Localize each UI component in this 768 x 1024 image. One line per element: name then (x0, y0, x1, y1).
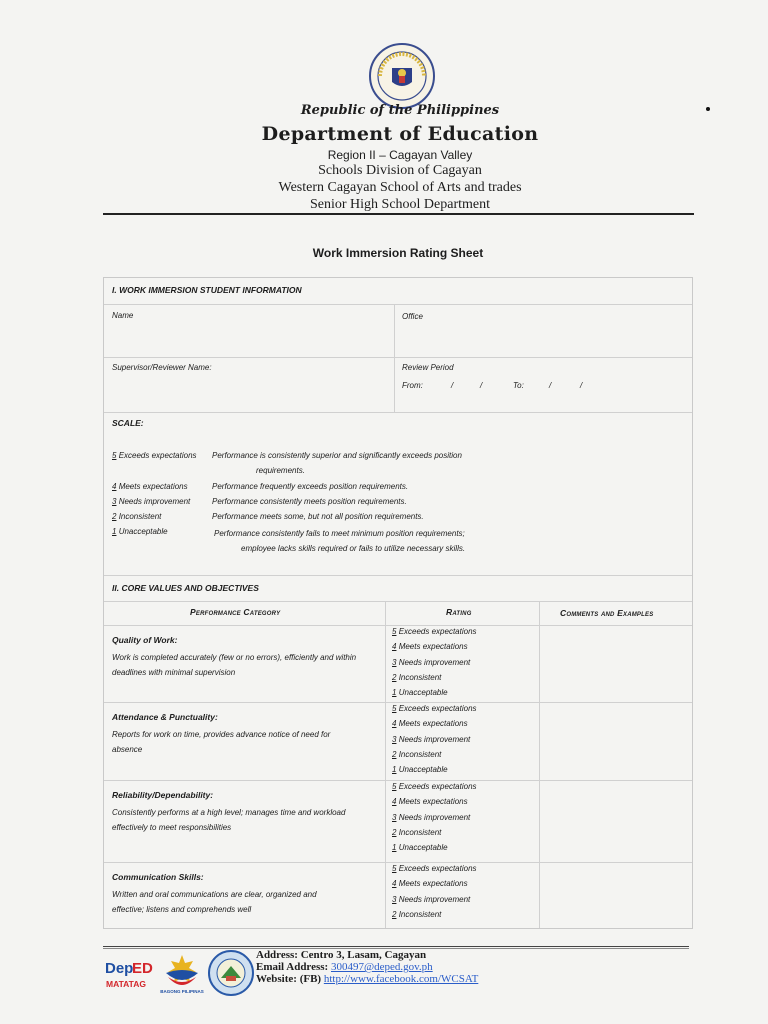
rating-option[interactable] (392, 828, 441, 837)
divider (104, 601, 692, 602)
divider (539, 601, 540, 928)
rating-label: Needs improvement (398, 734, 471, 744)
scale-desc-5b: requirements. (256, 466, 305, 475)
category-description: effective; listens and comprehends well (112, 905, 252, 914)
address-value: Centro 3, Lasam, Cagayan (300, 949, 427, 961)
to-slash-2: / (580, 381, 583, 390)
to-slash-1: / (549, 381, 552, 390)
rating-option[interactable] (392, 658, 470, 667)
rating-number: 5 (392, 627, 397, 636)
divider (104, 702, 692, 703)
section1-title: I. WORK IMMERSION STUDENT INFORMATION (112, 285, 302, 295)
section2-title: II. CORE VALUES AND OBJECTIVES (112, 583, 259, 593)
rating-number: 3 (392, 734, 397, 744)
divider (104, 862, 692, 863)
form-title: Work Immersion Rating Sheet (312, 246, 484, 260)
scale-item-1 (112, 527, 168, 536)
deped-matatag-logo-icon (104, 955, 154, 993)
scale-desc-3: Performance consistently meets position requirements. (212, 497, 407, 506)
scale-desc-5: Performance is consistently superior and significantly exceeds position (212, 451, 462, 460)
deped-seal-icon (368, 42, 436, 110)
rating-number: 2 (392, 672, 397, 682)
rating-number: 5 (392, 864, 397, 873)
scale-desc-1: Performance consistently fails to meet minimum position requirements; (214, 529, 465, 538)
category-description: deadlines with minimal supervision (112, 668, 236, 677)
rating-option[interactable] (392, 797, 468, 806)
from-slash-1: / (451, 381, 454, 390)
scale-label: Exceeds expectations (118, 451, 197, 460)
rating-label: Unacceptable (398, 843, 448, 853)
rating-number: 4 (392, 879, 397, 889)
rating-option[interactable] (392, 673, 441, 682)
rating-number: 5 (392, 782, 397, 791)
rating-option[interactable] (392, 688, 448, 697)
scale-num: 2 (112, 512, 117, 521)
rating-label: Needs improvement (398, 812, 471, 822)
col-header-comments: Comments and Examples (560, 608, 654, 618)
school-heading: Western Cagayan School of Arts and trades (278, 180, 522, 195)
rating-number: 1 (392, 765, 397, 775)
footer-website (256, 973, 478, 985)
category-description: effectively to meet responsibilities (112, 823, 232, 832)
svg-text:ED: ED (132, 960, 153, 977)
division-heading: Schools Division of Cagayan (318, 163, 482, 178)
rating-label: Unacceptable (398, 688, 448, 698)
website-label: Website: (FB) (256, 973, 322, 985)
rating-number: 3 (392, 894, 397, 904)
rating-number: 2 (392, 909, 397, 919)
rating-label: Needs improvement (398, 894, 471, 904)
website-link[interactable]: http://www.facebook.com/WCSAT (323, 973, 479, 985)
svg-text:Dep: Dep (105, 960, 134, 977)
shs-heading: Senior High School Department (309, 197, 491, 212)
scale-num: 4 (112, 482, 117, 491)
bagong-pilipinas-logo-icon (158, 951, 206, 995)
rating-label: Meets expectations (398, 642, 468, 652)
header-rule (103, 213, 694, 215)
email-label: Email Address: (256, 961, 329, 973)
rating-label: Needs improvement (398, 657, 471, 667)
supervisor-label: Supervisor/Reviewer Name: (112, 363, 212, 372)
scale-title: SCALE: (112, 418, 144, 428)
scale-num: 1 (112, 527, 117, 536)
rating-option[interactable] (392, 843, 448, 852)
rating-number: 1 (392, 843, 397, 853)
category-title: Attendance & Punctuality: (112, 712, 218, 722)
category-title: Reliability/Dependability: (112, 790, 214, 800)
col-header-rating: Rating (446, 607, 472, 617)
rating-label: Unacceptable (398, 765, 448, 775)
rating-label: Inconsistent (398, 672, 442, 682)
rating-label: Exceeds expectations (398, 704, 477, 713)
rating-option[interactable] (392, 735, 470, 744)
rating-label: Inconsistent (398, 749, 442, 759)
rating-option[interactable] (392, 627, 477, 636)
scale-label: Inconsistent (118, 512, 162, 521)
scale-desc-1b: employee lacks skills required or fails to utilize necessary skills. (241, 544, 466, 553)
rating-option[interactable] (392, 864, 477, 873)
rating-label: Exceeds expectations (398, 782, 477, 791)
republic-heading: Republic of the Philippines (300, 103, 500, 118)
scale-label: Unacceptable (118, 527, 168, 536)
rating-number: 3 (392, 657, 397, 667)
rating-option[interactable] (392, 895, 470, 904)
rating-number: 5 (392, 704, 397, 713)
review-period-label: Review Period (402, 363, 454, 372)
rating-form (103, 277, 693, 929)
to-label: To: (513, 381, 524, 390)
rating-label: Exceeds expectations (398, 627, 477, 636)
department-heading: Department of Education (261, 123, 539, 145)
rating-option[interactable] (392, 642, 468, 651)
scale-item-2 (112, 512, 161, 521)
rating-option[interactable] (392, 750, 441, 759)
footer-email (256, 961, 433, 973)
rating-option[interactable] (392, 782, 477, 791)
rating-option[interactable] (392, 704, 477, 713)
rating-label: Meets expectations (398, 879, 468, 889)
svg-text:BAGONG PILIPINAS: BAGONG PILIPINAS (160, 989, 204, 994)
scale-num: 5 (112, 451, 117, 460)
category-title: Quality of Work: (112, 635, 178, 645)
rating-option[interactable] (392, 879, 468, 888)
wcsat-school-logo-icon (208, 950, 254, 996)
rating-label: Meets expectations (398, 719, 468, 729)
rating-number: 4 (392, 797, 397, 807)
from-slash-2: / (480, 381, 483, 390)
col-header-category: Performance Category (190, 607, 281, 617)
rating-number: 2 (392, 827, 397, 837)
rating-option[interactable] (392, 765, 448, 774)
scale-label: Needs improvement (118, 497, 191, 506)
rating-number: 4 (392, 719, 397, 729)
category-description: Consistently performs at a high level; manages time and workload (112, 808, 346, 817)
category-description: Work is completed accurately (few or no errors), efficiently and within (112, 653, 357, 662)
scale-desc-2: Performance meets some, but not all position requirements. (212, 512, 424, 521)
rating-option[interactable] (392, 813, 470, 822)
rating-label: Inconsistent (398, 827, 442, 837)
divider (394, 304, 395, 412)
divider (104, 625, 692, 626)
rating-number: 1 (392, 688, 397, 698)
rating-label: Exceeds expectations (398, 864, 477, 873)
email-link[interactable]: 300497@deped.gov.ph (330, 961, 433, 973)
rating-label: Inconsistent (398, 909, 442, 919)
rating-number: 3 (392, 812, 397, 822)
rating-number: 2 (392, 749, 397, 759)
scale-num: 3 (112, 497, 117, 506)
region-heading: Region II – Cagayan Valley (327, 148, 473, 162)
divider (104, 304, 692, 305)
category-description: Written and oral communications are clear, organized and (112, 890, 317, 899)
rating-number: 4 (392, 642, 397, 652)
scale-desc-4: Performance frequently exceeds position requirements. (212, 482, 409, 491)
divider (385, 601, 386, 928)
footer-address (256, 949, 426, 961)
scale-item-4 (112, 482, 188, 491)
rating-option[interactable] (392, 910, 441, 919)
divider (104, 575, 692, 576)
rating-option[interactable] (392, 719, 468, 728)
footer-rule (103, 946, 689, 947)
office-label: Office (402, 312, 423, 321)
divider (104, 780, 692, 781)
address-label: Address: (256, 949, 298, 961)
scale-label: Meets expectations (118, 482, 188, 491)
category-title: Communication Skills: (112, 872, 204, 882)
name-label: Name (112, 311, 134, 320)
divider (104, 357, 692, 358)
scale-item-5 (112, 451, 197, 460)
from-label: From: (402, 381, 423, 390)
category-description: absence (112, 745, 143, 754)
category-description: Reports for work on time, provides advance notice of need for (112, 730, 331, 739)
rating-label: Meets expectations (398, 797, 468, 807)
divider (104, 412, 692, 413)
svg-text:MATATAG: MATATAG (106, 979, 146, 989)
scale-item-3 (112, 497, 190, 506)
